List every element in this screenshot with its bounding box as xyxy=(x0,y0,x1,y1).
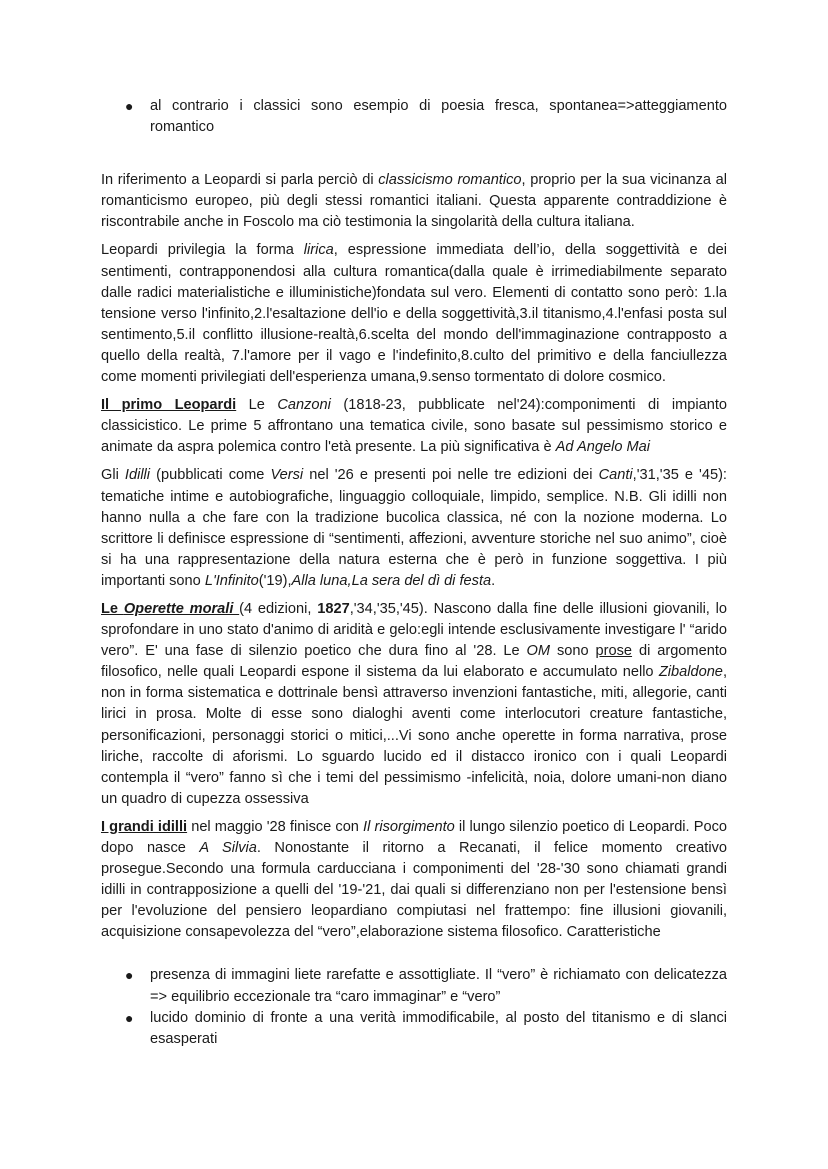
text-run: , proprio per la sua vicinanza al romanticismo europeo, più degli stessi romantici italiani. Questa apparente contraddizione è riscontrabile anche in Foscolo ma ciò testimonia la singolarità della cultura italiana. xyxy=(101,172,727,231)
section-heading-italic: Operette morali xyxy=(123,600,240,617)
paragraph-grandi-idilli xyxy=(101,817,727,944)
paragraph-classicismo xyxy=(101,170,727,233)
text-italic: L'Infinito xyxy=(204,572,259,589)
text-run: (1818-23, pubblicate nel'24):componimenti di impianto classicistico. Le prime 5 affrontano una tematica civile, sono basate sul pessimismo storico e animate da aspra polemica contro l'età presente. La più significativa è xyxy=(101,397,727,456)
paragraph-primo-leopardi xyxy=(101,395,727,458)
list-item-text: lucido dominio di fronte a una verità immodificabile, al posto del titanismo e di slanci esasperati xyxy=(150,1009,727,1047)
text-italic: Idilli xyxy=(124,467,151,484)
text-italic: OM xyxy=(526,643,551,660)
top-bullet-list xyxy=(101,96,727,138)
text-italic: Ad Angelo Mai xyxy=(555,439,651,456)
text-run: (pubblicati come xyxy=(150,467,271,484)
bullet-icon: ● xyxy=(125,1009,134,1026)
text-underline: prose xyxy=(595,643,633,660)
list-item-text: al contrario i classici sono esempio di poesia fresca, spontanea=>atteggiamento romantico xyxy=(150,98,727,136)
document-page xyxy=(101,96,727,1050)
bullet-icon: ● xyxy=(125,98,134,114)
section-heading: I grandi idilli xyxy=(101,818,188,835)
section-heading: Il primo Leopardi xyxy=(101,397,237,414)
list-item xyxy=(101,965,727,1007)
text-run: In riferimento a Leopardi si parla perciò di xyxy=(101,172,379,189)
text-run: ,'31,'35 e '45): tematiche intime e autobiografiche, linguaggio colloquiale, limpido, semplice. N.B. Gli idilli non hanno nulla a che fare con la tradizione bucolica classica, né con la nozione moderna. Lo scrittore li definisce espressione di “sentimenti, affezioni, avventure storiche nel suo animo”, cioè si ha una rappresentazione della natura esterna che è però in funzione soggettiva. I più importanti sono xyxy=(101,467,727,589)
text-run: ,'34,'35,'45). Nascono dalla fine delle illusioni giovanili, lo sprofondare in uno stato d'animo di aridità e gelo:egli intende esclusivamente investigare l' “arido vero”. E' una fase di silenzio poetico che dura fino al '28. Le xyxy=(101,600,727,660)
list-item-text: presenza di immagini liete rarefatte e assottigliate. Il “vero” è richiamato con delicatezza => equilibrio eccezionale tra “caro immaginar” e “vero” xyxy=(150,967,727,1005)
text-italic: A Silvia xyxy=(199,840,257,856)
text-italic: Versi xyxy=(270,467,304,484)
paragraph-operette-morali xyxy=(101,599,727,810)
text-run: ('19), xyxy=(258,572,292,589)
text-italic: Canzoni xyxy=(277,397,331,414)
text-italic: Il risorgimento xyxy=(363,818,455,835)
list-item xyxy=(101,1008,727,1050)
text-italic: classicismo romantico xyxy=(378,172,522,189)
text-italic: Alla luna,La sera del dì di festa xyxy=(291,572,492,589)
text-run: nel '26 e presenti poi nelle tre edizioni dei xyxy=(303,467,599,484)
text-run: , espressione immediata dell’io, della soggettività e dei sentimenti, contrapponendosi alla cultura romantica(dalla quale è irrimediabilmente separato dalle radici materialistiche e illuministiche)fondata sul vero. Elementi di contatto sono però: 1.la tensione verso l'infinito,2.l'esaltazione dell'io e della soggettività,3.il titanismo,4.l'enfasi posta sul sentimento,5.il conflitto illusione-realtà,6.scelta del mondo dell'immaginazione contrapposto a quello della realtà, 7.l'amore per il vago e l'indefinito,8.culto del primitivo e della fanciullezza come momenti privilegiati dell'esperienza umana,9.senso tormentato di dolore cosmico. xyxy=(101,242,727,386)
text-italic: Zibaldone xyxy=(658,664,723,681)
text-italic: Canti xyxy=(598,467,633,484)
text-run: . Nonostante il ritorno a Recanati, il felice momento creativo prosegue.Secondo una formula carducciana i componimenti del '28-'30 sono chiamati grandi idilli in contrapposizione a quelli del '19-'21, dai quali si differenziano non per l'estensione bensì per l'evoluzione del pensiero leopardiano compiutasi nel frattempo: fine illusioni giovanili, acquisizione consapevolezza del “vero”,elaborazione sistema filosofico. Caratteristiche xyxy=(101,840,727,941)
section-heading: Le xyxy=(101,600,124,617)
text-run: (4 edizioni, xyxy=(239,600,318,617)
text-run: Le xyxy=(236,397,278,414)
text-run: , non in forma sistematica e dottrinale bensì attraverso invenzioni fantastiche, miti, allegorie, canti lirici in prosa. Molte di esse sono dialoghi aventi come interlocutori creature fantastiche, personificazioni, personaggi storici o mitici,...Vi sono anche operette in forma narrativa, prose liriche, raccolte di aforismi. Lo sguardo lucido ed il distacco ironico con i quali Leopardi contempla il “vero” fanno sì che i temi del pessimismo -infelicità, noia, dolore umani-non diano un quadro di cupezza ossessiva xyxy=(101,664,727,807)
text-run: di argomento filosofico, nelle quali Leopardi espone il sistema da lui elaborato e accumulato nello xyxy=(101,643,727,681)
text-run: sono xyxy=(550,643,596,660)
text-run: . xyxy=(491,572,496,589)
bullet-icon: ● xyxy=(125,967,134,984)
text-bold: 1827 xyxy=(317,600,350,617)
text-italic: lirica xyxy=(303,242,334,259)
list-item xyxy=(101,96,727,138)
text-run: Leopardi privilegia la forma xyxy=(101,242,304,259)
bottom-bullet-list xyxy=(101,965,727,1049)
paragraph-lirica xyxy=(101,240,727,388)
text-run: nel maggio '28 finisce con xyxy=(187,818,364,835)
paragraph-idilli xyxy=(101,465,727,592)
text-run: il lungo silenzio poetico di Leopardi. Poco dopo nasce xyxy=(101,818,727,856)
text-run: Gli xyxy=(101,467,125,484)
